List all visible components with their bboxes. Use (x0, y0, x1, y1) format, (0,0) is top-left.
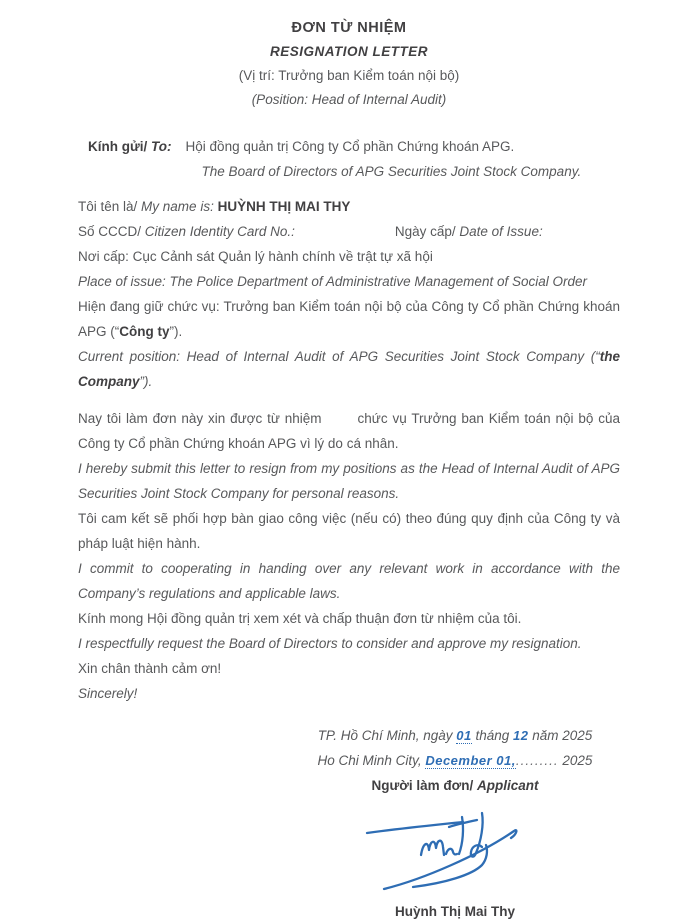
identity-block (78, 194, 620, 394)
title-english: RESIGNATION LETTER (269, 44, 428, 59)
current-position-en-text: Current position: Head of Internal Audit of APG Securities Joint Stock Company (“ (78, 349, 600, 364)
resignation-statement-english: I hereby submit this letter to resign from my positions as the Head of Internal Audit of APG Securities Joint Stock Company for personal reasons. (78, 461, 620, 501)
thanks-english: Sincerely! (78, 686, 138, 701)
issue-label-vi: Ngày cấp/ (394, 224, 456, 239)
request-vietnamese: Kính mong Hội đồng quản trị xem xét và chấp thuận đơn từ nhiệm của tôi. (78, 611, 522, 626)
place-of-issue-vietnamese: Nơi cấp: Cục Cảnh sát Quản lý hành chính về trật tự xã hội (78, 249, 433, 264)
current-position-vi-close: ”). (169, 324, 183, 339)
current-position-english (78, 344, 620, 394)
cccd-label-en: Citizen Identity Card No.: (144, 224, 295, 239)
current-position-vi-text: Hiện đang giữ chức vụ: Trưởng ban Kiểm toán nội bộ của Công ty Cổ phần Chứng khoán APG (“ (78, 299, 620, 339)
name-label-vi: Tôi tên là/ (78, 199, 138, 214)
date-line-english (290, 748, 620, 773)
date-vi-prefix: TP. Hồ Chí Minh, ngày (317, 728, 457, 743)
issue-label-en: Date of Issue: (459, 224, 543, 239)
resign-vi-part1: Nay tôi làm đơn này xin được từ nhiệm (78, 411, 322, 426)
commitment-vietnamese: Tôi cam kết sẽ phối hợp bàn giao công việc (nếu có) theo đúng quy định của Công ty và pháp luật hiện hành. (78, 511, 620, 551)
signature-mai-thy-image (363, 806, 548, 902)
resign-vi-part2: chức vụ Trưởng ban Kiểm toán nội bộ của Công ty Cổ phần Chứng khoán APG vì lý do cá nhân. (78, 411, 620, 451)
document-header (78, 16, 620, 112)
applicant-label-en: Applicant (476, 778, 539, 793)
applicant-full-name: HUỲNH THỊ MAI THY (217, 199, 351, 214)
title-vietnamese: ĐƠN TỪ NHIỆM (291, 20, 407, 36)
current-position-vietnamese (78, 294, 620, 344)
recipient-label (88, 134, 172, 184)
recipient-english: The Board of Directors of APG Securities Joint Stock Company. (201, 164, 582, 179)
cccd-field (78, 219, 295, 244)
date-en-prefix: Ho Chi Minh City, (317, 753, 426, 768)
applicant-caption (290, 773, 620, 798)
the-company-term-bold: the Company (78, 349, 620, 389)
handwritten-month: 12 (513, 728, 529, 743)
date-en-year: 2025 (558, 753, 593, 768)
cccd-label-vi: Số CCCD/ (78, 224, 142, 239)
company-term-bold: Công ty (119, 324, 170, 339)
recipient-label-vi: Kính gửi/ (88, 139, 148, 154)
current-position-en-close: ”). (139, 374, 153, 389)
recipient-block (88, 134, 620, 184)
position-subtitle-vietnamese: (Vị trí: Trưởng ban Kiểm toán nội bộ) (238, 68, 460, 83)
recipient-label-en: To: (151, 139, 172, 154)
date-line-vietnamese (290, 723, 620, 748)
name-label-en: My name is: (141, 199, 214, 214)
place-of-issue-english: Place of issue: The Police Department of Administrative Management of Social Order (78, 274, 587, 289)
handwritten-date-english: December 01, (425, 753, 516, 768)
position-subtitle-english: (Position: Head of Internal Audit) (251, 92, 447, 107)
handwritten-day: 01 (456, 728, 472, 743)
request-english: I respectfully request the Board of Directors to consider and approve my resignation. (78, 636, 582, 651)
date-of-issue-field (395, 219, 543, 244)
signer-printed-name: Huỳnh Thị Mai Thy (395, 904, 515, 919)
id-card-line (78, 219, 620, 244)
dotted-fill-line: ......... (515, 753, 559, 768)
recipient-lines (186, 134, 582, 184)
date-vi-middle: tháng (471, 728, 514, 743)
name-line (78, 194, 620, 219)
paragraph-spacer (78, 394, 620, 406)
date-vi-suffix: năm 2025 (528, 728, 593, 743)
applicant-label-vi: Người làm đơn/ (371, 778, 477, 793)
recipient-vietnamese: Hội đồng quản trị Công ty Cổ phần Chứng khoán APG. (185, 139, 515, 154)
closing-block (290, 723, 620, 798)
letter-body (78, 406, 620, 706)
signature-area (290, 806, 620, 919)
commitment-english: I commit to cooperating in handing over any relevant work in accordance with the Company’s regulations and applicable laws. (78, 561, 620, 601)
resignation-statement-vietnamese (78, 406, 620, 456)
thanks-vietnamese: Xin chân thành cảm ơn! (78, 661, 222, 676)
